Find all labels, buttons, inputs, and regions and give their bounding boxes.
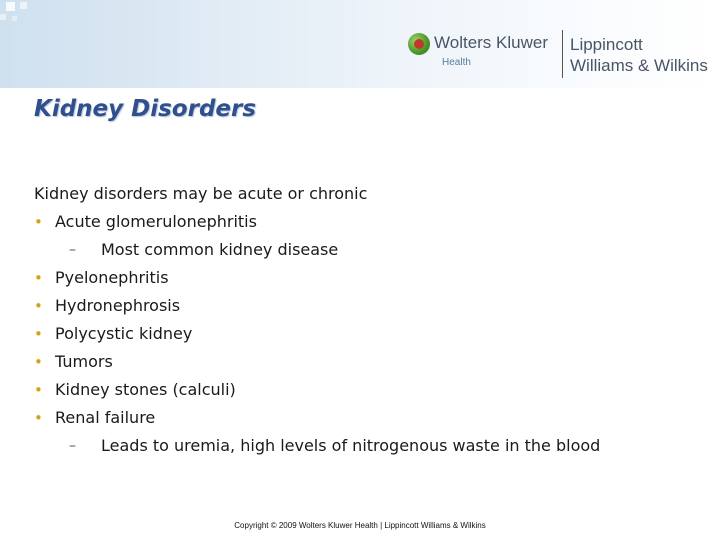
bullet-icon: • [34, 297, 43, 315]
bullet-icon: • [34, 213, 43, 231]
list-item-text: Polycystic kidney [55, 324, 193, 343]
list-item [34, 350, 704, 374]
lww-name [570, 34, 708, 76]
intro-text: Kidney disorders may be acute or chronic [34, 184, 368, 203]
sub-list-item-text: Most common kidney disease [101, 240, 339, 259]
wolters-kluwer-name: Wolters Kluwer [434, 33, 548, 52]
list-item-text: Renal failure [55, 408, 156, 427]
sub-list-item [55, 238, 704, 262]
slide-body [34, 182, 704, 462]
publisher-logo [408, 30, 718, 80]
dash-icon: – [69, 438, 76, 454]
bullet-list [34, 210, 704, 458]
header-band [0, 0, 720, 88]
list-item [34, 266, 704, 290]
decorative-square [0, 14, 6, 20]
lww-line1: Lippincott [570, 35, 643, 54]
lww-line2: Williams & Wilkins [570, 56, 708, 75]
copyright-footer: Copyright © 2009 Wolters Kluwer Health | Lippincott Williams & Wilkins [234, 521, 486, 530]
list-item-text: Hydronephrosis [55, 296, 181, 315]
list-item [34, 210, 704, 262]
slide-title: Kidney Disorders [34, 96, 257, 122]
sub-list-item-text: Leads to uremia, high levels of nitrogenous waste in the blood [101, 436, 601, 455]
wolters-kluwer-globe-icon [408, 33, 430, 55]
list-item [34, 378, 704, 402]
bullet-icon: • [34, 381, 43, 399]
logo-divider [562, 30, 563, 78]
list-item [34, 322, 704, 346]
list-item-text: Acute glomerulonephritis [55, 212, 257, 231]
decorative-square [12, 16, 17, 21]
list-item-text: Kidney stones (calculi) [55, 380, 236, 399]
sub-list [55, 434, 704, 458]
bullet-icon: • [34, 325, 43, 343]
list-item-text: Tumors [55, 352, 113, 371]
dash-icon: – [69, 242, 76, 258]
sub-list [55, 238, 704, 262]
bullet-icon: • [34, 269, 43, 287]
decorative-square [6, 2, 15, 11]
list-item [34, 294, 704, 318]
decorative-square [20, 2, 27, 9]
wolters-kluwer-health: Health [442, 57, 471, 68]
sub-list-item [55, 434, 704, 458]
list-item-text: Pyelonephritis [55, 268, 169, 287]
bullet-icon: • [34, 409, 43, 427]
bullet-icon: • [34, 353, 43, 371]
list-item [34, 406, 704, 458]
